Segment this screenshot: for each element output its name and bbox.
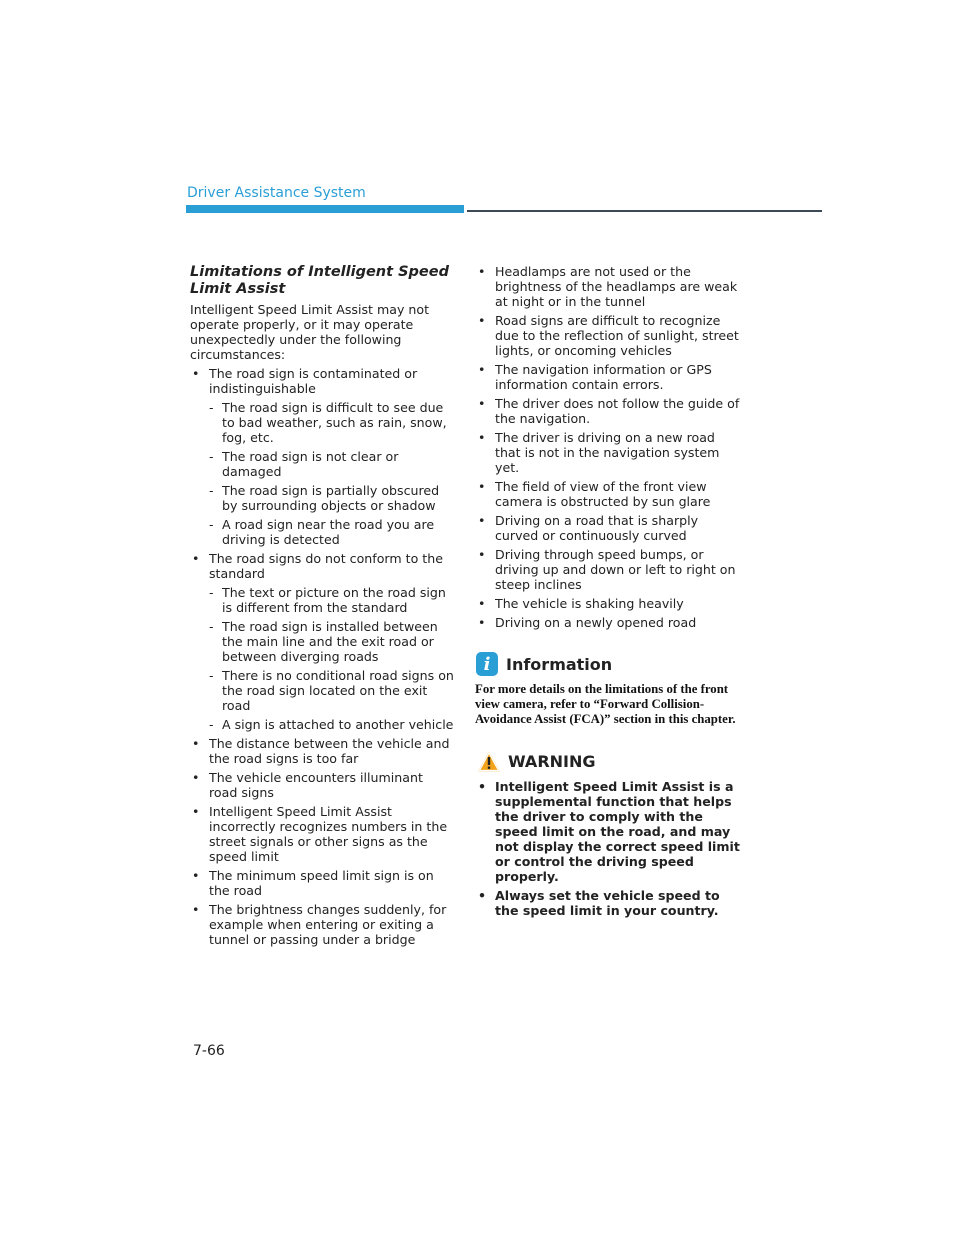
- warning-list: [476, 779, 741, 918]
- sub-list-item: [209, 585, 455, 615]
- bullet-icon: •: [478, 888, 487, 903]
- sub-list-item-text: There is no conditional road signs on the road sign located on the exit road: [222, 668, 454, 713]
- warning-heading: [476, 749, 741, 773]
- limitations-list-continued: [476, 264, 741, 630]
- bullet-icon: •: [478, 362, 486, 377]
- info-icon: i: [476, 652, 498, 676]
- sub-list: [209, 585, 455, 732]
- header-rule: [467, 210, 822, 212]
- sub-list-item-text: The road sign is not clear or damaged: [222, 449, 399, 479]
- list-item-text: The road sign is contaminated or indistinguishable: [209, 366, 418, 396]
- list-item-text: Road signs are difficult to recognize due to the reflection of sunlight, street lights, or oncoming vehicles: [495, 313, 739, 358]
- list-item-text: Intelligent Speed Limit Assist is a supplemental function that helps the driver to comply with the speed limit on the road, and may not display the correct speed limit or control the driving speed properly.: [495, 779, 740, 884]
- sub-list-item-text: The road sign is difficult to see due to bad weather, such as rain, snow, fog, etc.: [222, 400, 447, 445]
- list-item-text: Headlamps are not used or the brightness of the headlamps are weak at night or in the tunnel: [495, 264, 738, 309]
- bullet-icon: •: [192, 804, 200, 819]
- list-item: [476, 513, 741, 543]
- list-item: [190, 804, 455, 864]
- bullet-icon: •: [478, 264, 486, 279]
- list-item: [476, 396, 741, 426]
- sub-list-item-text: The road sign is installed between the main line and the exit road or between diverging roads: [222, 619, 438, 664]
- list-item-text: The navigation information or GPS information contain errors.: [495, 362, 712, 392]
- list-item-text: The vehicle encounters illuminant road signs: [209, 770, 423, 800]
- page-number: 7-66: [193, 1043, 225, 1059]
- list-item: [476, 596, 741, 611]
- bullet-icon: •: [478, 313, 486, 328]
- warning-title: WARNING: [508, 751, 596, 771]
- list-item: [476, 479, 741, 509]
- dash-icon: -: [209, 585, 214, 600]
- list-item-text: Driving through speed bumps, or driving up and down or left to right on steep inclines: [495, 547, 736, 592]
- bullet-icon: •: [478, 779, 487, 794]
- limitations-list: [190, 366, 455, 947]
- list-item: [476, 430, 741, 475]
- list-item: [190, 736, 455, 766]
- dash-icon: -: [209, 668, 214, 683]
- dash-icon: -: [209, 449, 214, 464]
- section-header-title: Driver Assistance System: [187, 185, 366, 201]
- list-item-text: Always set the vehicle speed to the speed limit in your country.: [495, 888, 720, 918]
- sub-list-item-text: The text or picture on the road sign is different from the standard: [222, 585, 446, 615]
- list-item-text: The road signs do not conform to the standard: [209, 551, 443, 581]
- sub-list-item-text: A sign is attached to another vehicle: [222, 717, 454, 732]
- information-heading: [476, 652, 741, 676]
- list-item: [476, 888, 741, 918]
- list-item: [190, 868, 455, 898]
- list-item-text: Intelligent Speed Limit Assist incorrectly recognizes numbers in the street signals or other signs as the speed limit: [209, 804, 448, 864]
- left-column: [190, 264, 455, 951]
- dash-icon: -: [209, 619, 214, 634]
- warning-triangle-icon: [476, 749, 502, 773]
- bullet-icon: •: [478, 615, 486, 630]
- bullet-icon: •: [478, 479, 486, 494]
- information-body: For more details on the limitations of the front view camera, refer to “Forward Collision-Avoidance Assist (FCA)” section in this chapter.: [475, 682, 736, 726]
- list-item-text: The driver is driving on a new road that is not in the navigation system yet.: [495, 430, 720, 475]
- list-item-text: The distance between the vehicle and the road signs is too far: [209, 736, 450, 766]
- bullet-icon: •: [478, 513, 486, 528]
- sub-list-item: [209, 400, 455, 445]
- bullet-icon: •: [478, 596, 486, 611]
- list-item-text: The vehicle is shaking heavily: [495, 596, 684, 611]
- list-item: [476, 264, 741, 309]
- sub-list-item: [209, 483, 455, 513]
- dash-icon: -: [209, 717, 214, 732]
- list-item: [190, 902, 455, 947]
- list-item-text: The minimum speed limit sign is on the road: [209, 868, 434, 898]
- dash-icon: -: [209, 483, 214, 498]
- list-item-text: The field of view of the front view camera is obstructed by sun glare: [495, 479, 711, 509]
- list-item: [190, 770, 455, 800]
- bullet-icon: •: [478, 547, 486, 562]
- information-title: Information: [506, 654, 613, 674]
- intro-paragraph: Intelligent Speed Limit Assist may not operate properly, or it may operate unexpectedly under the following circumstances:: [190, 302, 430, 362]
- bullet-icon: •: [192, 736, 200, 751]
- list-item-text: The driver does not follow the guide of the navigation.: [495, 396, 740, 426]
- list-item: [190, 551, 455, 732]
- bullet-icon: •: [192, 366, 200, 381]
- sub-list-item: [209, 717, 455, 732]
- list-item: [476, 362, 741, 392]
- bullet-icon: •: [192, 770, 200, 785]
- sub-list-item: [209, 619, 455, 664]
- list-item: [190, 366, 455, 547]
- list-item: [476, 313, 741, 358]
- list-item: [476, 547, 741, 592]
- sub-list-item: [209, 668, 455, 713]
- section-title: Limitations of Intelligent Speed Limit Assist: [190, 264, 449, 297]
- list-item-text: The brightness changes suddenly, for example when entering or exiting a tunnel or passing under a bridge: [209, 902, 447, 947]
- list-item-text: Driving on a newly opened road: [495, 615, 697, 630]
- bullet-icon: •: [192, 902, 200, 917]
- list-item: [476, 779, 741, 884]
- bullet-icon: •: [192, 551, 200, 566]
- sub-list-item: [209, 449, 455, 479]
- dash-icon: -: [209, 400, 214, 415]
- list-item-text: Driving on a road that is sharply curved or continuously curved: [495, 513, 699, 543]
- bullet-icon: •: [192, 868, 200, 883]
- sub-list-item: [209, 517, 455, 547]
- header-accent-bar: [186, 205, 464, 213]
- bullet-icon: •: [478, 396, 486, 411]
- sub-list-item-text: A road sign near the road you are driving is detected: [222, 517, 435, 547]
- list-item: [476, 615, 741, 630]
- bullet-icon: •: [478, 430, 486, 445]
- sub-list: [209, 400, 455, 547]
- dash-icon: -: [209, 517, 214, 532]
- right-column: [476, 264, 741, 922]
- sub-list-item-text: The road sign is partially obscured by surrounding objects or shadow: [222, 483, 440, 513]
